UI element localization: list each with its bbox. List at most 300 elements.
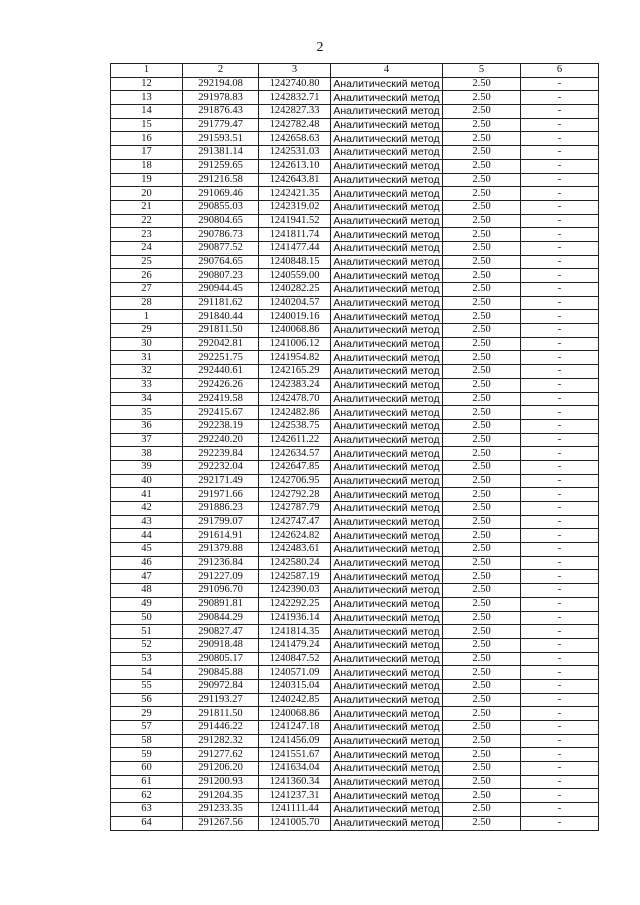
- table-body: [111, 77, 599, 830]
- x-coordinate-cell: 292440.61: [183, 365, 259, 379]
- point-number-cell: 33: [111, 378, 183, 392]
- accuracy-cell: 2.50: [443, 187, 521, 201]
- y-coordinate-cell: 1242165.29: [259, 365, 331, 379]
- point-number-cell: 39: [111, 460, 183, 474]
- x-coordinate-cell: 290855.03: [183, 200, 259, 214]
- table-row: [111, 584, 599, 598]
- y-coordinate-cell: 1241954.82: [259, 351, 331, 365]
- note-cell: -: [521, 734, 599, 748]
- table-row: [111, 91, 599, 105]
- method-cell: Аналитический метод: [331, 515, 443, 529]
- accuracy-cell: 2.50: [443, 488, 521, 502]
- x-coordinate-cell: 292238.19: [183, 419, 259, 433]
- table-row: [111, 638, 599, 652]
- point-number-cell: 31: [111, 351, 183, 365]
- accuracy-cell: 2.50: [443, 310, 521, 324]
- note-cell: -: [521, 77, 599, 91]
- x-coordinate-cell: 290877.52: [183, 241, 259, 255]
- column-header-2: 2: [183, 64, 259, 78]
- table-row: [111, 789, 599, 803]
- x-coordinate-cell: 292415.67: [183, 406, 259, 420]
- x-coordinate-cell: 291267.56: [183, 816, 259, 830]
- method-cell: Аналитический метод: [331, 652, 443, 666]
- table-row: [111, 775, 599, 789]
- point-number-cell: 1: [111, 310, 183, 324]
- table-row: [111, 693, 599, 707]
- point-number-cell: 22: [111, 214, 183, 228]
- note-cell: -: [521, 132, 599, 146]
- y-coordinate-cell: 1241456.09: [259, 734, 331, 748]
- point-number-cell: 29: [111, 324, 183, 338]
- method-cell: Аналитический метод: [331, 762, 443, 776]
- note-cell: -: [521, 679, 599, 693]
- x-coordinate-cell: 292042.81: [183, 337, 259, 351]
- note-cell: -: [521, 721, 599, 735]
- x-coordinate-cell: 290764.65: [183, 255, 259, 269]
- note-cell: -: [521, 652, 599, 666]
- note-cell: -: [521, 474, 599, 488]
- y-coordinate-cell: 1240242.85: [259, 693, 331, 707]
- x-coordinate-cell: 291811.50: [183, 707, 259, 721]
- table-row: [111, 105, 599, 119]
- table-row: [111, 419, 599, 433]
- method-cell: Аналитический метод: [331, 337, 443, 351]
- x-coordinate-cell: 291206.20: [183, 762, 259, 776]
- point-number-cell: 19: [111, 173, 183, 187]
- note-cell: -: [521, 638, 599, 652]
- y-coordinate-cell: 1242538.75: [259, 419, 331, 433]
- table-row: [111, 515, 599, 529]
- method-cell: Аналитический метод: [331, 474, 443, 488]
- method-cell: Аналитический метод: [331, 132, 443, 146]
- y-coordinate-cell: 1242827.33: [259, 105, 331, 119]
- note-cell: -: [521, 187, 599, 201]
- accuracy-cell: 2.50: [443, 816, 521, 830]
- x-coordinate-cell: 291200.93: [183, 775, 259, 789]
- y-coordinate-cell: 1242647.85: [259, 460, 331, 474]
- note-cell: -: [521, 529, 599, 543]
- point-number-cell: 62: [111, 789, 183, 803]
- point-number-cell: 47: [111, 570, 183, 584]
- method-cell: Аналитический метод: [331, 91, 443, 105]
- table-row: [111, 543, 599, 557]
- y-coordinate-cell: 1242624.82: [259, 529, 331, 543]
- table-row: [111, 269, 599, 283]
- method-cell: Аналитический метод: [331, 228, 443, 242]
- method-cell: Аналитический метод: [331, 584, 443, 598]
- accuracy-cell: 2.50: [443, 707, 521, 721]
- accuracy-cell: 2.50: [443, 269, 521, 283]
- table-row: [111, 283, 599, 297]
- point-number-cell: 13: [111, 91, 183, 105]
- table-row: [111, 146, 599, 160]
- y-coordinate-cell: 1242483.61: [259, 543, 331, 557]
- table-row: [111, 625, 599, 639]
- method-cell: Аналитический метод: [331, 447, 443, 461]
- point-number-cell: 59: [111, 748, 183, 762]
- point-number-cell: 51: [111, 625, 183, 639]
- y-coordinate-cell: 1240848.15: [259, 255, 331, 269]
- table-row: [111, 529, 599, 543]
- x-coordinate-cell: 290845.88: [183, 666, 259, 680]
- x-coordinate-cell: 290805.17: [183, 652, 259, 666]
- accuracy-cell: 2.50: [443, 146, 521, 160]
- table-row: [111, 77, 599, 91]
- method-cell: Аналитический метод: [331, 707, 443, 721]
- method-cell: Аналитический метод: [331, 187, 443, 201]
- method-cell: Аналитический метод: [331, 269, 443, 283]
- method-cell: Аналитический метод: [331, 803, 443, 817]
- y-coordinate-cell: 1242482.86: [259, 406, 331, 420]
- note-cell: -: [521, 419, 599, 433]
- y-coordinate-cell: 1242792.28: [259, 488, 331, 502]
- table-row: [111, 337, 599, 351]
- note-cell: -: [521, 324, 599, 338]
- table-row: [111, 351, 599, 365]
- table-row: [111, 378, 599, 392]
- accuracy-cell: 2.50: [443, 118, 521, 132]
- method-cell: Аналитический метод: [331, 638, 443, 652]
- accuracy-cell: 2.50: [443, 515, 521, 529]
- accuracy-cell: 2.50: [443, 200, 521, 214]
- x-coordinate-cell: 292419.58: [183, 392, 259, 406]
- point-number-cell: 48: [111, 584, 183, 598]
- note-cell: -: [521, 433, 599, 447]
- accuracy-cell: 2.50: [443, 652, 521, 666]
- y-coordinate-cell: 1241005.70: [259, 816, 331, 830]
- point-number-cell: 53: [111, 652, 183, 666]
- column-header-5: 5: [443, 64, 521, 78]
- y-coordinate-cell: 1242747.47: [259, 515, 331, 529]
- method-cell: Аналитический метод: [331, 543, 443, 557]
- x-coordinate-cell: 291277.62: [183, 748, 259, 762]
- column-header-3: 3: [259, 64, 331, 78]
- x-coordinate-cell: 290804.65: [183, 214, 259, 228]
- x-coordinate-cell: 291236.84: [183, 556, 259, 570]
- x-coordinate-cell: 291259.65: [183, 159, 259, 173]
- x-coordinate-cell: 291811.50: [183, 324, 259, 338]
- x-coordinate-cell: 292171.49: [183, 474, 259, 488]
- column-header-1: 1: [111, 64, 183, 78]
- method-cell: Аналитический метод: [331, 77, 443, 91]
- method-cell: Аналитический метод: [331, 433, 443, 447]
- y-coordinate-cell: 1242478.70: [259, 392, 331, 406]
- note-cell: -: [521, 214, 599, 228]
- x-coordinate-cell: 291204.35: [183, 789, 259, 803]
- accuracy-cell: 2.50: [443, 775, 521, 789]
- point-number-cell: 52: [111, 638, 183, 652]
- accuracy-cell: 2.50: [443, 173, 521, 187]
- method-cell: Аналитический метод: [331, 159, 443, 173]
- x-coordinate-cell: 291799.07: [183, 515, 259, 529]
- point-number-cell: 25: [111, 255, 183, 269]
- method-cell: Аналитический метод: [331, 118, 443, 132]
- x-coordinate-cell: 290918.48: [183, 638, 259, 652]
- x-coordinate-cell: 292232.04: [183, 460, 259, 474]
- y-coordinate-cell: 1240019.16: [259, 310, 331, 324]
- point-number-cell: 64: [111, 816, 183, 830]
- method-cell: Аналитический метод: [331, 721, 443, 735]
- accuracy-cell: 2.50: [443, 693, 521, 707]
- x-coordinate-cell: 290844.29: [183, 611, 259, 625]
- method-cell: Аналитический метод: [331, 105, 443, 119]
- table-row: [111, 159, 599, 173]
- note-cell: -: [521, 502, 599, 516]
- y-coordinate-cell: 1242658.63: [259, 132, 331, 146]
- table-row: [111, 803, 599, 817]
- table-row: [111, 255, 599, 269]
- point-number-cell: 23: [111, 228, 183, 242]
- accuracy-cell: 2.50: [443, 529, 521, 543]
- accuracy-cell: 2.50: [443, 474, 521, 488]
- note-cell: -: [521, 118, 599, 132]
- x-coordinate-cell: 291233.35: [183, 803, 259, 817]
- method-cell: Аналитический метод: [331, 392, 443, 406]
- column-header-4: 4: [331, 64, 443, 78]
- y-coordinate-cell: 1241936.14: [259, 611, 331, 625]
- point-number-cell: 46: [111, 556, 183, 570]
- y-coordinate-cell: 1242319.02: [259, 200, 331, 214]
- table-row: [111, 392, 599, 406]
- point-number-cell: 44: [111, 529, 183, 543]
- x-coordinate-cell: 290972.84: [183, 679, 259, 693]
- point-number-cell: 58: [111, 734, 183, 748]
- method-cell: Аналитический метод: [331, 406, 443, 420]
- accuracy-cell: 2.50: [443, 803, 521, 817]
- x-coordinate-cell: 291069.46: [183, 187, 259, 201]
- accuracy-cell: 2.50: [443, 611, 521, 625]
- y-coordinate-cell: 1242580.24: [259, 556, 331, 570]
- point-number-cell: 18: [111, 159, 183, 173]
- y-coordinate-cell: 1240559.00: [259, 269, 331, 283]
- accuracy-cell: 2.50: [443, 679, 521, 693]
- method-cell: Аналитический метод: [331, 173, 443, 187]
- table-header: [111, 64, 599, 78]
- x-coordinate-cell: 291282.32: [183, 734, 259, 748]
- y-coordinate-cell: 1241479.24: [259, 638, 331, 652]
- table-row: [111, 324, 599, 338]
- point-number-cell: 14: [111, 105, 183, 119]
- table-row: [111, 816, 599, 830]
- note-cell: -: [521, 762, 599, 776]
- y-coordinate-cell: 1241111.44: [259, 803, 331, 817]
- method-cell: Аналитический метод: [331, 378, 443, 392]
- table-row: [111, 447, 599, 461]
- table-row: [111, 666, 599, 680]
- note-cell: -: [521, 748, 599, 762]
- accuracy-cell: 2.50: [443, 283, 521, 297]
- note-cell: -: [521, 269, 599, 283]
- note-cell: -: [521, 447, 599, 461]
- point-number-cell: 28: [111, 296, 183, 310]
- y-coordinate-cell: 1240068.86: [259, 707, 331, 721]
- table-row: [111, 228, 599, 242]
- x-coordinate-cell: 290807.23: [183, 269, 259, 283]
- method-cell: Аналитический метод: [331, 283, 443, 297]
- accuracy-cell: 2.50: [443, 419, 521, 433]
- note-cell: -: [521, 597, 599, 611]
- table-row: [111, 474, 599, 488]
- table-row: [111, 652, 599, 666]
- point-number-cell: 20: [111, 187, 183, 201]
- x-coordinate-cell: 290891.81: [183, 597, 259, 611]
- note-cell: -: [521, 570, 599, 584]
- accuracy-cell: 2.50: [443, 638, 521, 652]
- note-cell: -: [521, 365, 599, 379]
- note-cell: -: [521, 406, 599, 420]
- note-cell: -: [521, 91, 599, 105]
- y-coordinate-cell: 1241941.52: [259, 214, 331, 228]
- y-coordinate-cell: 1242832.71: [259, 91, 331, 105]
- x-coordinate-cell: 291181.62: [183, 296, 259, 310]
- accuracy-cell: 2.50: [443, 748, 521, 762]
- note-cell: -: [521, 378, 599, 392]
- note-cell: -: [521, 146, 599, 160]
- accuracy-cell: 2.50: [443, 447, 521, 461]
- note-cell: -: [521, 255, 599, 269]
- method-cell: Аналитический метод: [331, 310, 443, 324]
- accuracy-cell: 2.50: [443, 132, 521, 146]
- accuracy-cell: 2.50: [443, 433, 521, 447]
- accuracy-cell: 2.50: [443, 570, 521, 584]
- y-coordinate-cell: 1241814.35: [259, 625, 331, 639]
- method-cell: Аналитический метод: [331, 146, 443, 160]
- method-cell: Аналитический метод: [331, 789, 443, 803]
- y-coordinate-cell: 1242782.48: [259, 118, 331, 132]
- y-coordinate-cell: 1240068.86: [259, 324, 331, 338]
- y-coordinate-cell: 1242587.19: [259, 570, 331, 584]
- note-cell: -: [521, 105, 599, 119]
- point-number-cell: 57: [111, 721, 183, 735]
- point-number-cell: 17: [111, 146, 183, 160]
- x-coordinate-cell: 290786.73: [183, 228, 259, 242]
- accuracy-cell: 2.50: [443, 214, 521, 228]
- x-coordinate-cell: 291216.58: [183, 173, 259, 187]
- note-cell: -: [521, 775, 599, 789]
- point-number-cell: 54: [111, 666, 183, 680]
- x-coordinate-cell: 291193.27: [183, 693, 259, 707]
- table-row: [111, 214, 599, 228]
- table-row: [111, 611, 599, 625]
- note-cell: -: [521, 693, 599, 707]
- table-row: [111, 597, 599, 611]
- note-cell: -: [521, 625, 599, 639]
- method-cell: Аналитический метод: [331, 214, 443, 228]
- point-number-cell: 29: [111, 707, 183, 721]
- point-number-cell: 40: [111, 474, 183, 488]
- x-coordinate-cell: 291876.43: [183, 105, 259, 119]
- point-number-cell: 61: [111, 775, 183, 789]
- method-cell: Аналитический метод: [331, 351, 443, 365]
- accuracy-cell: 2.50: [443, 378, 521, 392]
- accuracy-cell: 2.50: [443, 324, 521, 338]
- accuracy-cell: 2.50: [443, 556, 521, 570]
- method-cell: Аналитический метод: [331, 365, 443, 379]
- note-cell: -: [521, 392, 599, 406]
- point-number-cell: 43: [111, 515, 183, 529]
- note-cell: -: [521, 159, 599, 173]
- method-cell: Аналитический метод: [331, 460, 443, 474]
- accuracy-cell: 2.50: [443, 105, 521, 119]
- table-row: [111, 762, 599, 776]
- x-coordinate-cell: 291886.23: [183, 502, 259, 516]
- x-coordinate-cell: 291379.88: [183, 543, 259, 557]
- accuracy-cell: 2.50: [443, 406, 521, 420]
- method-cell: Аналитический метод: [331, 324, 443, 338]
- note-cell: -: [521, 543, 599, 557]
- method-cell: Аналитический метод: [331, 556, 443, 570]
- x-coordinate-cell: 291096.70: [183, 584, 259, 598]
- accuracy-cell: 2.50: [443, 543, 521, 557]
- method-cell: Аналитический метод: [331, 693, 443, 707]
- table-row: [111, 460, 599, 474]
- note-cell: -: [521, 707, 599, 721]
- point-number-cell: 15: [111, 118, 183, 132]
- accuracy-cell: 2.50: [443, 666, 521, 680]
- point-number-cell: 55: [111, 679, 183, 693]
- method-cell: Аналитический метод: [331, 666, 443, 680]
- method-cell: Аналитический метод: [331, 734, 443, 748]
- table-row: [111, 241, 599, 255]
- point-number-cell: 26: [111, 269, 183, 283]
- method-cell: Аналитический метод: [331, 529, 443, 543]
- accuracy-cell: 2.50: [443, 365, 521, 379]
- accuracy-cell: 2.50: [443, 159, 521, 173]
- method-cell: Аналитический метод: [331, 255, 443, 269]
- coordinates-table: [110, 63, 599, 831]
- x-coordinate-cell: 291840.44: [183, 310, 259, 324]
- accuracy-cell: 2.50: [443, 255, 521, 269]
- accuracy-cell: 2.50: [443, 597, 521, 611]
- y-coordinate-cell: 1242531.03: [259, 146, 331, 160]
- y-coordinate-cell: 1241634.04: [259, 762, 331, 776]
- accuracy-cell: 2.50: [443, 351, 521, 365]
- point-number-cell: 60: [111, 762, 183, 776]
- table-row: [111, 118, 599, 132]
- point-number-cell: 49: [111, 597, 183, 611]
- y-coordinate-cell: 1241247.18: [259, 721, 331, 735]
- note-cell: -: [521, 803, 599, 817]
- point-number-cell: 41: [111, 488, 183, 502]
- method-cell: Аналитический метод: [331, 611, 443, 625]
- point-number-cell: 21: [111, 200, 183, 214]
- table-row: [111, 488, 599, 502]
- point-number-cell: 12: [111, 77, 183, 91]
- note-cell: -: [521, 200, 599, 214]
- accuracy-cell: 2.50: [443, 584, 521, 598]
- accuracy-cell: 2.50: [443, 77, 521, 91]
- note-cell: -: [521, 228, 599, 242]
- y-coordinate-cell: 1241477.44: [259, 241, 331, 255]
- y-coordinate-cell: 1241811.74: [259, 228, 331, 242]
- accuracy-cell: 2.50: [443, 789, 521, 803]
- table-row: [111, 406, 599, 420]
- y-coordinate-cell: 1242706.95: [259, 474, 331, 488]
- table-row: [111, 734, 599, 748]
- y-coordinate-cell: 1242383.24: [259, 378, 331, 392]
- note-cell: -: [521, 515, 599, 529]
- table-row: [111, 570, 599, 584]
- accuracy-cell: 2.50: [443, 460, 521, 474]
- point-number-cell: 24: [111, 241, 183, 255]
- accuracy-cell: 2.50: [443, 91, 521, 105]
- point-number-cell: 36: [111, 419, 183, 433]
- table-row: [111, 502, 599, 516]
- point-number-cell: 42: [111, 502, 183, 516]
- method-cell: Аналитический метод: [331, 625, 443, 639]
- table-row: [111, 187, 599, 201]
- x-coordinate-cell: 292426.26: [183, 378, 259, 392]
